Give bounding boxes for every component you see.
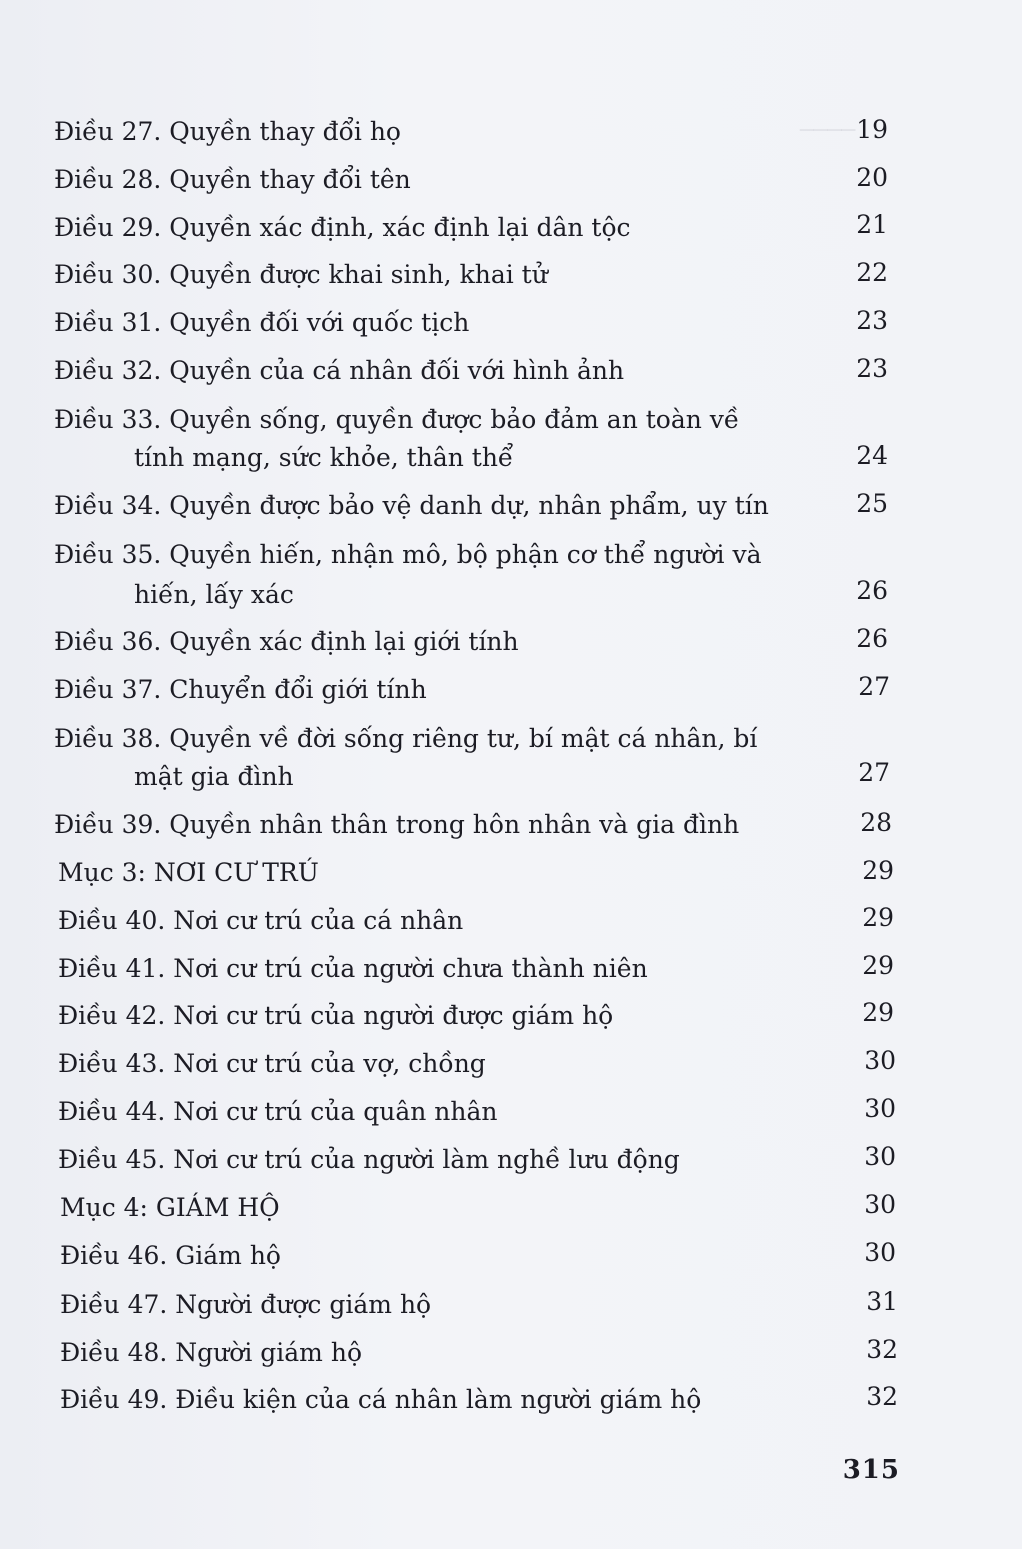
toc-page-33: 24 xyxy=(856,441,888,470)
toc-page-39: 28 xyxy=(860,808,892,837)
toc-section-4: Mục 4: GIÁM HỘ xyxy=(60,1193,280,1222)
page-number: 315 xyxy=(842,1455,900,1485)
toc-entry-47: Điều 47. Người được giám hộ xyxy=(60,1290,432,1319)
show-through-texture: ──── xyxy=(800,118,856,144)
toc-entry-49: Điều 49. Điều kiện của cá nhân làm người giám hộ xyxy=(60,1385,702,1414)
toc-entry-48: Điều 48. Người giám hộ xyxy=(60,1338,362,1367)
toc-entry-36: Điều 36. Quyền xác định lại giới tính xyxy=(54,627,519,656)
toc-entry-46: Điều 46. Giám hộ xyxy=(60,1241,281,1270)
toc-entry-40: Điều 40. Nơi cư trú của cá nhân xyxy=(58,906,464,935)
toc-entry-29: Điều 29. Quyền xác định, xác định lại dân tộc xyxy=(54,213,631,242)
toc-page-42: 29 xyxy=(862,998,894,1027)
toc-page-40: 29 xyxy=(862,903,894,932)
toc-section-3: Mục 3: NƠI CƯ TRÚ xyxy=(58,858,319,887)
toc-page-section-3: 29 xyxy=(862,856,894,885)
toc-entry-28: Điều 28. Quyền thay đổi tên xyxy=(54,165,411,194)
toc-entry-34: Điều 34. Quyền được bảo vệ danh dự, nhân phẩm, uy tín xyxy=(54,491,769,520)
toc-entry-38-cont: mật gia đình xyxy=(134,762,294,791)
toc-page-section-4: 30 xyxy=(864,1190,896,1219)
toc-entry-33-cont: tính mạng, sức khỏe, thân thể xyxy=(134,443,514,472)
toc-page-32: 23 xyxy=(856,354,888,383)
toc-entry-38: Điều 38. Quyền về đời sống riêng tư, bí mật cá nhân, bí xyxy=(54,724,758,753)
toc-entry-39: Điều 39. Quyền nhân thân trong hôn nhân và gia đình xyxy=(54,810,740,839)
toc-page-36: 26 xyxy=(856,624,888,653)
toc-page-37: 27 xyxy=(858,672,890,701)
toc-page-46: 30 xyxy=(864,1238,896,1267)
toc-entry-35: Điều 35. Quyền hiến, nhận mô, bộ phận cơ thể người và xyxy=(54,540,762,569)
toc-page-35: 26 xyxy=(856,576,888,605)
toc-page-45: 30 xyxy=(864,1142,896,1171)
toc-page-44: 30 xyxy=(864,1094,896,1123)
toc-page-47: 31 xyxy=(866,1287,898,1316)
toc-page-28: 20 xyxy=(856,163,888,192)
toc-entry-32: Điều 32. Quyền của cá nhân đối với hình ảnh xyxy=(54,356,625,385)
toc-page-31: 23 xyxy=(856,306,888,335)
toc-page-34: 25 xyxy=(856,489,888,518)
toc-entry-45: Điều 45. Nơi cư trú của người làm nghề lưu động xyxy=(58,1145,680,1174)
toc-entry-27: Điều 27. Quyền thay đổi họ xyxy=(54,117,401,146)
toc-page-41: 29 xyxy=(862,951,894,980)
toc-entry-42: Điều 42. Nơi cư trú của người được giám hộ xyxy=(58,1001,614,1030)
toc-entry-37: Điều 37. Chuyển đổi giới tính xyxy=(54,675,427,704)
toc-entry-44: Điều 44. Nơi cư trú của quân nhân xyxy=(58,1097,498,1126)
toc-entry-30: Điều 30. Quyền được khai sinh, khai tử xyxy=(54,260,548,289)
toc-page-30: 22 xyxy=(856,258,888,287)
toc-entry-31: Điều 31. Quyền đối với quốc tịch xyxy=(54,308,470,337)
toc-page-48: 32 xyxy=(866,1335,898,1364)
toc-entry-43: Điều 43. Nơi cư trú của vợ, chồng xyxy=(58,1049,486,1078)
toc-entry-41: Điều 41. Nơi cư trú của người chưa thành niên xyxy=(58,954,648,983)
toc-page-38: 27 xyxy=(858,758,890,787)
toc-page-27: 19 xyxy=(856,115,888,144)
toc-entry-35-cont: hiến, lấy xác xyxy=(134,580,294,609)
toc-page-49: 32 xyxy=(866,1382,898,1411)
toc-entry-33: Điều 33. Quyền sống, quyền được bảo đảm an toàn về xyxy=(54,405,740,434)
toc-page-29: 21 xyxy=(856,210,888,239)
toc-page-43: 30 xyxy=(864,1046,896,1075)
